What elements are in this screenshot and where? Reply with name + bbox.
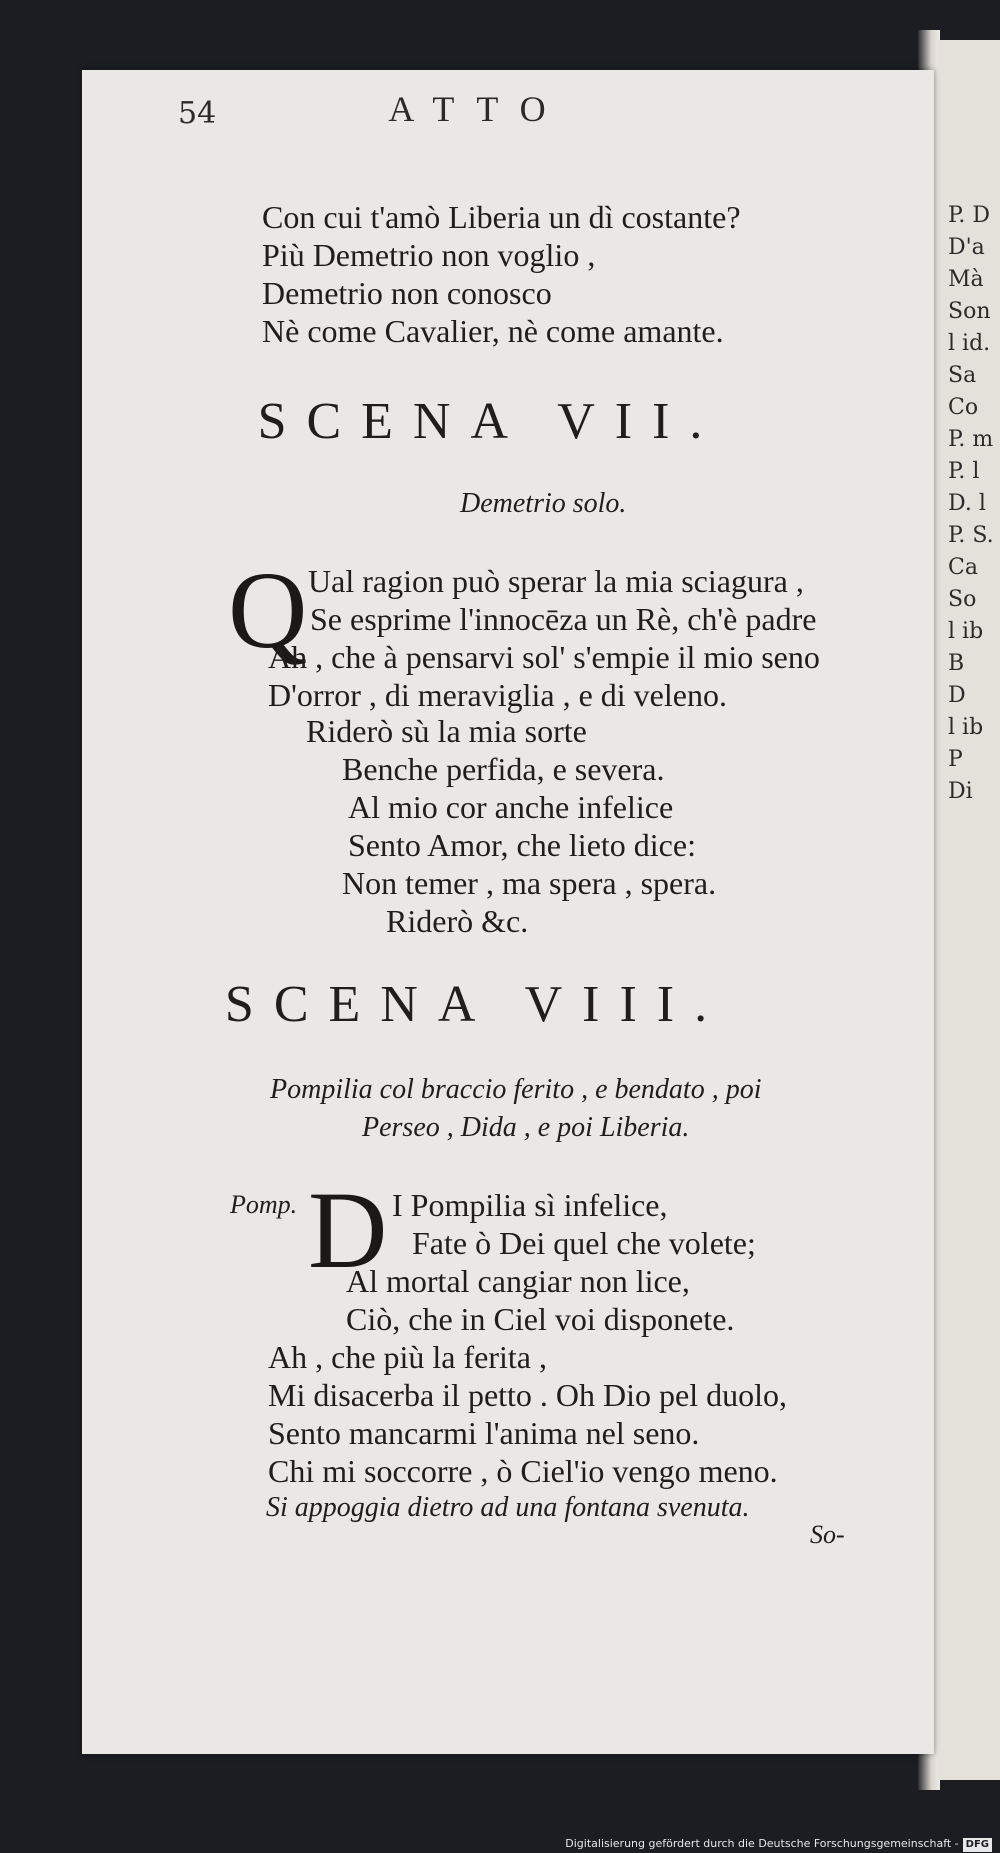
scene-8-stage-direction-1: Pompilia col braccio ferito , e bendato , poi xyxy=(270,1074,762,1105)
scene-7-verse-b xyxy=(268,638,820,714)
facing-page-fragment: l id. xyxy=(948,331,991,356)
scene-8-closing-direction: Si appoggia dietro ad una fontana svenuta. xyxy=(266,1492,750,1523)
facing-page-fragment: P xyxy=(948,747,963,772)
verse-line: Sento mancarmi l'anima nel seno. xyxy=(268,1415,700,1451)
verse-line: Ciò, che in Ciel voi disponete. xyxy=(346,1301,735,1337)
scene-8-verse-a xyxy=(392,1186,756,1262)
verse-line: Ah , che à pensarvi sol' s'empie il mio seno xyxy=(268,639,820,675)
facing-page-fragment: D xyxy=(948,683,966,708)
scene-7-drop-cap: Q xyxy=(228,549,308,671)
verse-line: Nè come Cavalier, nè come amante. xyxy=(262,313,724,349)
facing-page-fragment: Ca xyxy=(948,555,978,580)
footer-credit-text: Digitalisierung gefördert durch die Deutsche Forschungsgemeinschaft - xyxy=(565,1837,959,1850)
facing-page-fragment: D. l xyxy=(948,491,986,516)
catchword: So- xyxy=(810,1520,845,1549)
facing-page-fragment: Co xyxy=(948,395,979,420)
verse-line: Chi mi soccorre , ò Ciel'io vengo meno. xyxy=(268,1453,778,1489)
verse-line: Mi disacerba il petto . Oh Dio pel duolo, xyxy=(268,1377,788,1413)
verse-line: Benche perfida, e severa. xyxy=(342,751,665,787)
page-number: 54 xyxy=(178,96,217,131)
verse-line: Ual ragion può sperar la mia sciagura , xyxy=(308,563,804,599)
verse-line: Al mortal cangiar non lice, xyxy=(346,1263,690,1299)
facing-page-fragment: P. l xyxy=(948,459,980,484)
facing-page-fragment: B xyxy=(948,651,965,676)
verse-line: Se esprime l'innocēza un Rè, ch'è padre xyxy=(310,601,817,637)
verse-line: Riderò sù la mia sorte xyxy=(306,713,587,749)
speaker-label: Pomp. xyxy=(230,1190,298,1219)
verse-line: D'orror , di meraviglia , e di veleno. xyxy=(268,677,727,713)
facing-page-fragment: Son xyxy=(948,299,991,324)
page-header xyxy=(178,88,778,138)
verse-line: Con cui t'amò Liberia un dì costante? xyxy=(262,199,741,235)
facing-page-fragment: l ib xyxy=(948,715,984,740)
scene-7-verse-a xyxy=(308,562,816,638)
facing-page-fragment: Di xyxy=(948,779,973,804)
scene-8-stage-direction-2: Perseo , Dida , e poi Liberia. xyxy=(362,1112,690,1143)
facing-page-fragment: Mà xyxy=(948,267,984,292)
facing-page-fragment: P. S. xyxy=(948,523,994,548)
scene-7-stage-direction: Demetrio solo. xyxy=(460,488,627,519)
dfg-logo: DFG xyxy=(963,1838,992,1852)
facing-page-fragment: P. m xyxy=(948,427,994,452)
facing-page-fragment: D'a xyxy=(948,235,985,260)
verse-line: Demetrio non conosco xyxy=(262,275,552,311)
verse-line: Ah , che più la ferita , xyxy=(268,1339,547,1375)
scene-7-heading: SCENA VII. xyxy=(257,393,723,450)
facing-page-fragment: l ib xyxy=(948,619,984,644)
verse-line: Riderò &c. xyxy=(386,903,529,939)
verse-line: Al mio cor anche infelice xyxy=(348,789,674,825)
facing-page-fragments xyxy=(948,200,998,808)
verse-line: I Pompilia sì infelice, xyxy=(392,1187,668,1223)
running-head: ATTO xyxy=(388,89,568,129)
facing-page-fragment: So xyxy=(948,587,977,612)
scene-8-heading: SCENA VIII. xyxy=(224,976,728,1033)
scene-7-aria xyxy=(306,712,716,940)
scene-8-verse-b xyxy=(346,1262,734,1338)
footer-credit xyxy=(0,1834,1000,1853)
facing-page-fragment: P. D xyxy=(948,203,990,228)
verse-line: Fate ò Dei quel che volete; xyxy=(412,1225,756,1261)
scene-8-verse-c xyxy=(268,1338,787,1490)
scene-8-drop-cap: D xyxy=(308,1169,388,1291)
opening-verse xyxy=(262,198,741,350)
verse-line: Sento Amor, che lieto dice: xyxy=(348,827,696,863)
verse-line: Non temer , ma spera , spera. xyxy=(342,865,717,901)
verse-line: Più Demetrio non voglio , xyxy=(262,237,596,273)
facing-page-fragment: Sa xyxy=(948,363,977,388)
